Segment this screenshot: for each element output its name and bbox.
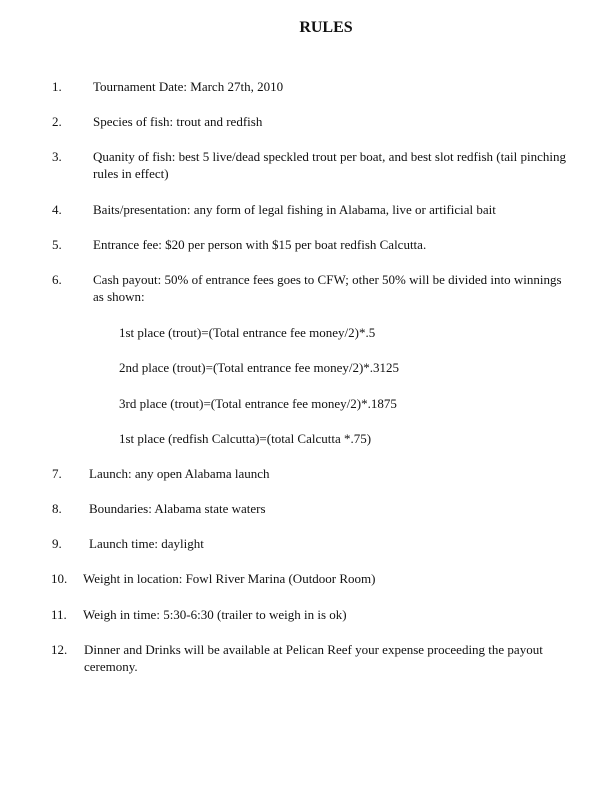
rule-number: 8. <box>52 501 62 516</box>
rule-number: 6. <box>52 272 62 287</box>
rule-number: 11. <box>51 607 67 622</box>
rule-text: Quanity of fish: best 5 live/dead speckled trout per boat, and best slot redfish (tail pinching rules in effect) <box>93 149 566 181</box>
rule-text: Species of fish: trout and redfish <box>93 114 263 129</box>
rule-number: 2. <box>52 114 62 129</box>
rule-number: 3. <box>52 149 62 164</box>
payout-line-4: 1st place (redfish Calcutta)=(total Calcutta *.75) <box>119 431 372 446</box>
payout-line-2: 2nd place (trout)=(Total entrance fee money/2)*.3125 <box>119 360 400 375</box>
rule-text: Dinner and Drinks will be available at Pelican Reef your expense proceeding the payout ceremony. <box>84 642 543 674</box>
rule-number: 4. <box>52 202 62 217</box>
rule-number: 9. <box>52 536 62 551</box>
rule-text: Entrance fee: $20 per person with $15 per boat redfish Calcutta. <box>93 237 427 252</box>
payout-line-3: 3rd place (trout)=(Total entrance fee money/2)*.1875 <box>119 396 397 411</box>
rule-text: Baits/presentation: any form of legal fishing in Alabama, live or artificial bait <box>93 202 496 217</box>
rule-number: 1. <box>52 79 62 94</box>
rule-text: Cash payout: 50% of entrance fees goes to CFW; other 50% will be divided into winnings as shown: <box>93 272 562 304</box>
rule-text: Weigh in time: 5:30-6:30 (trailer to weigh in is ok) <box>83 607 347 622</box>
rule-text: Boundaries: Alabama state waters <box>89 501 266 516</box>
rule-text: Launch time: daylight <box>89 536 204 551</box>
page-title: RULES <box>299 19 353 36</box>
rule-text: Tournament Date: March 27th, 2010 <box>93 79 284 94</box>
rule-number: 12. <box>51 642 68 657</box>
rule-number: 7. <box>52 466 62 481</box>
rule-number: 10. <box>51 571 68 586</box>
rule-number: 5. <box>52 237 62 252</box>
payout-line-1: 1st place (trout)=(Total entrance fee money/2)*.5 <box>119 325 376 340</box>
rule-text: Weight in location: Fowl River Marina (Outdoor Room) <box>83 571 376 586</box>
rule-text: Launch: any open Alabama launch <box>89 466 270 481</box>
